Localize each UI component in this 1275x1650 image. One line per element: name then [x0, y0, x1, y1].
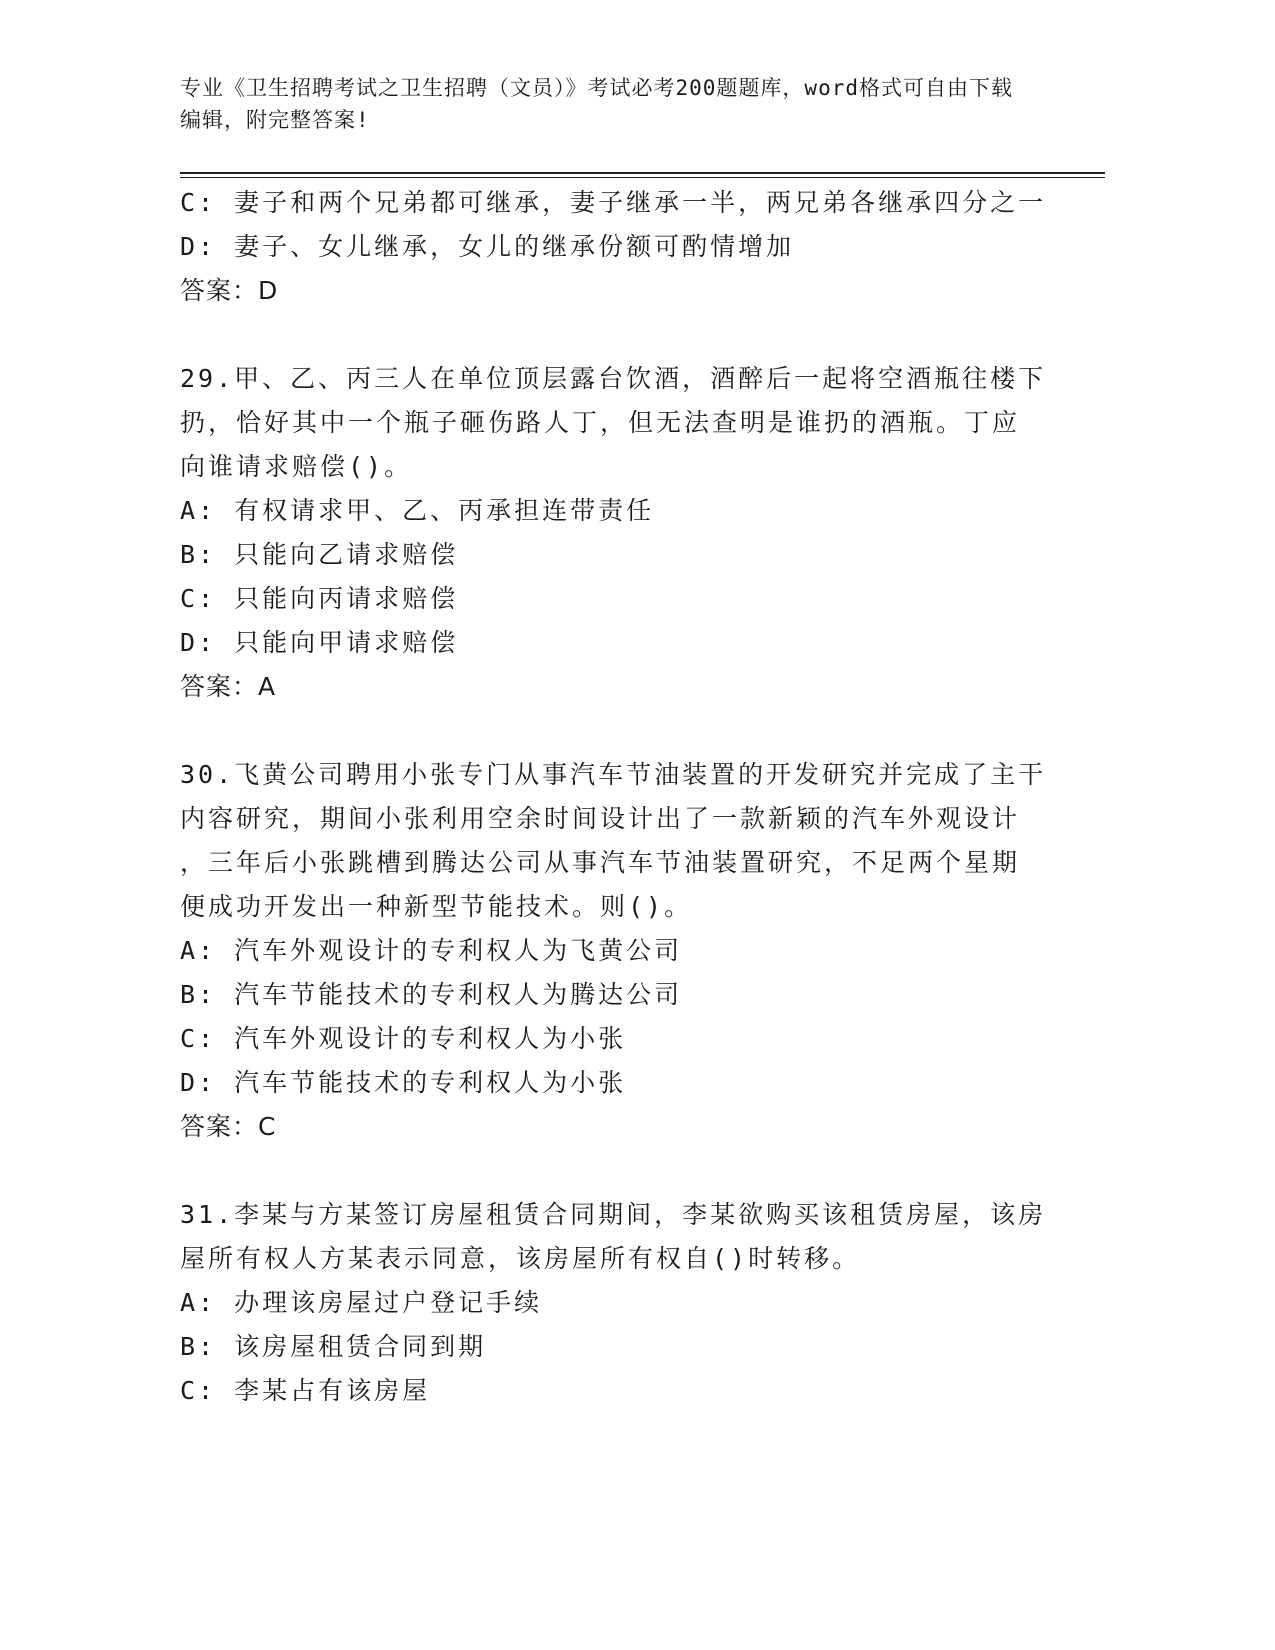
question-stem-line: 31.李某与方某签订房屋租赁合同期间，李某欲购买该租赁房屋，该房	[180, 1200, 1047, 1229]
option-c: C: 妻子和两个兄弟都可继承，妻子继承一半，两兄弟各继承四分之一	[180, 188, 1047, 217]
question-30	[180, 753, 1047, 1149]
question-28	[180, 181, 1047, 313]
option-b: B: 汽车节能技术的专利权人为腾达公司	[180, 980, 683, 1009]
question-stem-line: 向谁请求赔偿()。	[180, 452, 413, 481]
spacer	[180, 709, 1040, 753]
question-stem-line: 29.甲、乙、丙三人在单位顶层露台饮酒，酒醉后一起将空酒瓶往楼下	[180, 364, 1047, 393]
option-c: C: 汽车外观设计的专利权人为小张	[180, 1024, 627, 1053]
option-b: B: 只能向乙请求赔偿	[180, 540, 459, 569]
question-stem-line: 便成功开发出一种新型节能技术。则()。	[180, 892, 693, 921]
question-stem-line: 扔，恰好其中一个瓶子砸伤路人丁，但无法查明是谁扔的酒瓶。丁应	[180, 408, 1021, 437]
answer-line: 答案：C	[180, 1112, 277, 1141]
option-d: D: 汽车节能技术的专利权人为小张	[180, 1068, 627, 1097]
answer-line: 答案：D	[180, 276, 279, 305]
option-c: C: 只能向丙请求赔偿	[180, 584, 459, 613]
question-29	[180, 357, 1047, 709]
question-31	[180, 1193, 1047, 1413]
question-stem-line: ，三年后小张跳槽到腾达公司从事汽车节油装置研究，不足两个星期	[180, 848, 1021, 877]
option-a: A: 有权请求甲、乙、丙承担连带责任	[180, 496, 655, 525]
option-b: B: 该房屋租赁合同到期	[180, 1332, 487, 1361]
option-d: D: 妻子、女儿继承，女儿的继承份额可酌情增加	[180, 232, 795, 261]
spacer	[180, 1149, 1040, 1193]
question-stem-line: 30.飞黄公司聘用小张专门从事汽车节油装置的开发研究并完成了主干	[180, 760, 1047, 789]
document-header: 专业《卫生招聘考试之卫生招聘（文员）》考试必考200题题库，word格式可自由下载编辑，附完整答案!	[180, 76, 1013, 132]
question-stem-line: 屋所有权人方某表示同意，该房屋所有权自()时转移。	[180, 1244, 861, 1273]
option-a: A: 办理该房屋过户登记手续	[180, 1288, 543, 1317]
option-c: C: 李某占有该房屋	[180, 1376, 431, 1405]
answer-line: 答案：A	[180, 672, 277, 701]
question-stem-line: 内容研究，期间小张利用空余时间设计出了一款新颖的汽车外观设计	[180, 804, 1021, 833]
option-a: A: 汽车外观设计的专利权人为飞黄公司	[180, 936, 683, 965]
header-divider-thin	[180, 177, 1105, 178]
option-d: D: 只能向甲请求赔偿	[180, 628, 459, 657]
question-list	[180, 181, 1047, 1413]
header-divider-thick	[180, 172, 1105, 174]
spacer	[180, 313, 1040, 357]
